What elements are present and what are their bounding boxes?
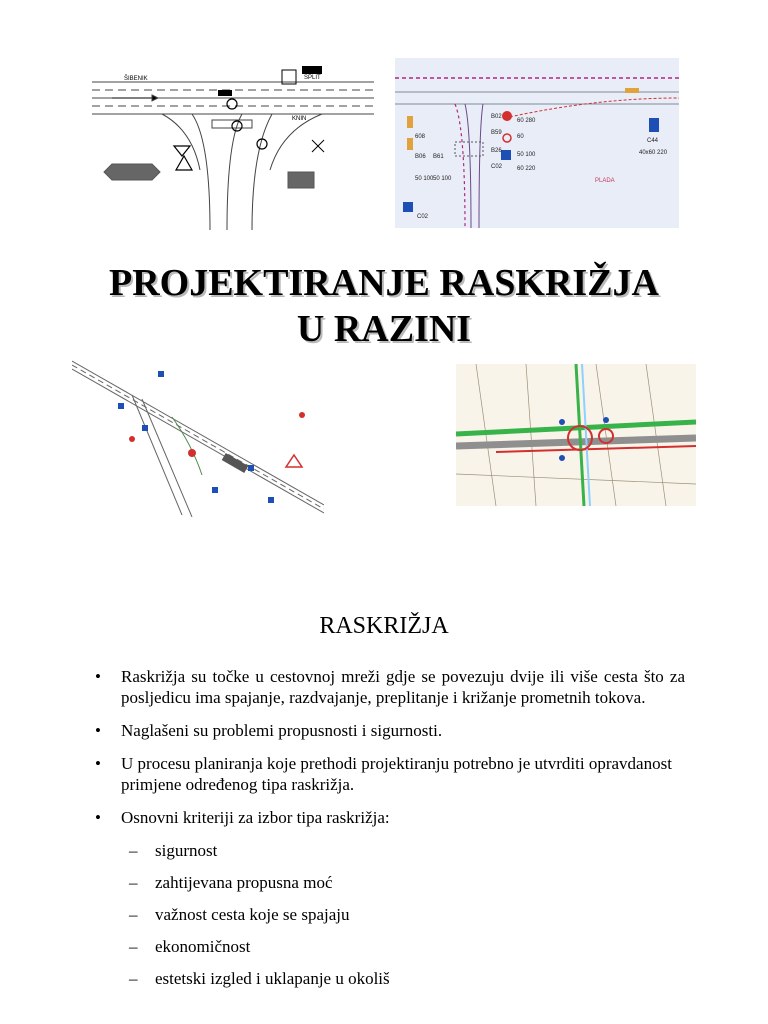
bullet-item xyxy=(95,720,685,741)
intersection-signage-plan xyxy=(395,58,679,228)
bullet-item xyxy=(95,807,685,828)
criteria-item xyxy=(95,840,685,861)
dash-marker: – xyxy=(129,969,138,988)
label-b02: B02 xyxy=(491,114,502,120)
bullet-list xyxy=(95,666,685,1000)
roundabout-plan xyxy=(456,364,696,506)
criteria-item xyxy=(95,936,685,957)
bullet-marker: • xyxy=(95,721,101,740)
label-script: PLADA xyxy=(595,178,615,184)
label-v1: 60 280 xyxy=(517,118,536,124)
criteria-text: važnost cesta koje se spajaju xyxy=(155,905,350,924)
label-b59: B59 xyxy=(491,130,502,136)
label-v2: 60 xyxy=(517,134,524,140)
label-b26: B26 xyxy=(491,148,502,154)
intersection-drawing-bw xyxy=(92,60,374,230)
label-low1: C02 xyxy=(417,214,429,220)
bullet-text: Raskrižja su točke u cestovnoj mreži gdje se povezuju dvije ili više cesta što za posljedicu ima spajanje, razdvajanje, preplitanje i križanje prometnih tokova. xyxy=(121,667,685,707)
bullet-marker: • xyxy=(95,754,101,773)
section-title: RASKRIŽJA xyxy=(319,613,449,639)
label-c02: C02 xyxy=(491,164,503,170)
label-c44: C44 xyxy=(647,138,659,144)
label-v4: 60 220 xyxy=(517,166,536,172)
bullet-marker: • xyxy=(95,808,101,827)
label-left1: 608 xyxy=(415,134,426,140)
label-left2: B06 xyxy=(415,154,426,160)
label-left3: 50 100 xyxy=(415,176,434,182)
label-v3: 50 100 xyxy=(517,152,536,158)
criteria-text: zahtijevana propusna moć xyxy=(155,873,333,892)
dash-marker: – xyxy=(129,937,138,956)
criteria-text: estetski izgled i uklapanje u okoliš xyxy=(155,969,390,988)
criteria-text: ekonomičnost xyxy=(155,937,251,956)
label-mid2: 50 100 xyxy=(433,176,452,182)
page-title-line1: PROJEKTIRANJE RASKRIŽJA xyxy=(108,262,660,304)
dash-marker: – xyxy=(129,873,138,892)
bullet-marker: • xyxy=(95,667,101,686)
bullet-item xyxy=(95,753,685,795)
page-title-line2: U RAZINI xyxy=(296,308,472,350)
diagonal-road-plan xyxy=(72,355,324,517)
bullet-text: U procesu planiranja koje prethodi projektiranju potrebno je utvrditi opravdanost primjene određenog tipa raskrižja. xyxy=(121,754,672,794)
dash-marker: – xyxy=(129,905,138,924)
criteria-item xyxy=(95,904,685,925)
label-knin: KNIN xyxy=(292,116,307,122)
bullet-text: Naglašeni su problemi propusnosti i sigurnosti. xyxy=(121,721,443,740)
label-sibenik: ŠIBENIK xyxy=(124,76,148,82)
label-mid1: B61 xyxy=(433,154,444,160)
dash-marker: – xyxy=(129,841,138,860)
criteria-item xyxy=(95,872,685,893)
bullet-item xyxy=(95,666,685,708)
label-v5: 40x60 220 xyxy=(639,150,668,156)
criteria-item xyxy=(95,968,685,989)
label-split: SPLIT xyxy=(304,75,321,81)
bullet-text: Osnovni kriteriji za izbor tipa raskrižja: xyxy=(121,808,390,827)
criteria-text: sigurnost xyxy=(155,841,218,860)
